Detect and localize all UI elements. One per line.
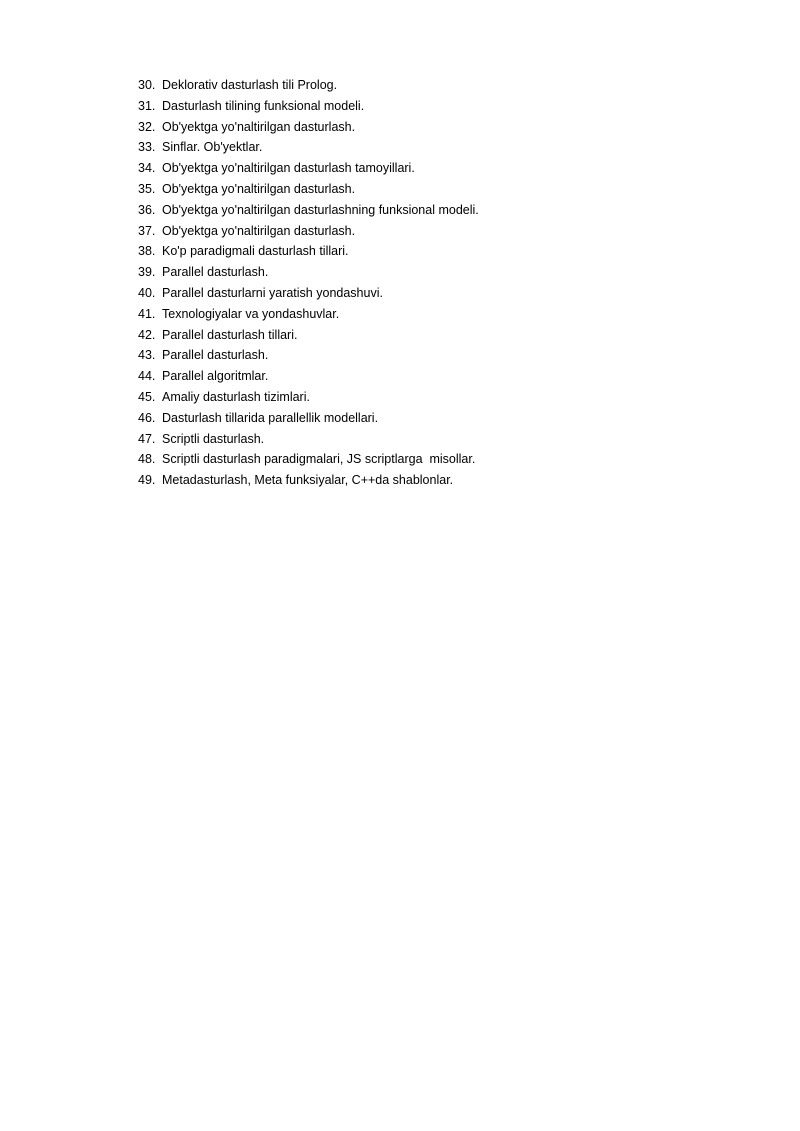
item-number: 34. [138, 161, 156, 176]
item-number: 48. [138, 452, 156, 467]
list-item [138, 96, 738, 117]
item-text: Metadasturlash, Meta funksiyalar, C++da shablonlar. [162, 473, 454, 488]
item-number: 30. [138, 78, 156, 92]
item-number: 35. [138, 181, 156, 196]
item-number: 38. [138, 244, 156, 259]
list-item [138, 283, 738, 304]
item-number: 49. [138, 473, 156, 488]
list-item [138, 345, 738, 366]
list-item [138, 75, 738, 96]
item-number: 31. [138, 98, 156, 113]
item-number: 43. [138, 348, 156, 363]
list-item [138, 117, 738, 138]
list-item [138, 325, 738, 346]
item-number: 41. [138, 306, 156, 321]
item-number: 46. [138, 410, 156, 425]
item-text: Scriptli dasturlash. [162, 431, 265, 446]
item-text: Deklorativ dasturlash tili Prolog. [162, 78, 338, 92]
item-text: Parallel dasturlarni yaratish yondashuvi. [162, 285, 383, 300]
item-text: Ob'yektga yo'naltirilgan dasturlash tamoyillari. [162, 161, 415, 176]
item-number: 32. [138, 119, 156, 134]
item-number: 37. [138, 223, 156, 238]
list-item [138, 429, 738, 450]
item-text: Sinflar. Ob'yektlar. [162, 140, 263, 155]
item-text: Ob'yektga yo'naltirilgan dasturlashning funksional modeli. [162, 202, 479, 217]
item-text: Parallel dasturlash. [162, 348, 269, 363]
item-text: Ob'yektga yo'naltirilgan dasturlash. [162, 223, 356, 238]
item-number: 33. [138, 140, 156, 155]
item-number: 36. [138, 202, 156, 217]
item-text: Amaliy dasturlash tizimlari. [162, 389, 310, 404]
item-number: 44. [138, 369, 156, 384]
item-text: Ob'yektga yo'naltirilgan dasturlash. [162, 181, 356, 196]
topic-list [138, 75, 738, 491]
item-number: 47. [138, 431, 156, 446]
list-item [138, 200, 738, 221]
item-text: Dasturlash tilining funksional modeli. [162, 98, 365, 113]
list-item [138, 449, 738, 470]
list-item [138, 470, 738, 491]
list-item [138, 137, 738, 158]
item-number: 39. [138, 265, 156, 280]
list-item [138, 387, 738, 408]
list-item [138, 179, 738, 200]
item-text: Parallel dasturlash tillari. [162, 327, 298, 342]
item-text: Texnologiyalar va yondashuvlar. [162, 306, 340, 321]
item-text: Ko'p paradigmali dasturlash tillari. [162, 244, 349, 259]
item-number: 42. [138, 327, 156, 342]
list-item [138, 158, 738, 179]
item-number: 40. [138, 285, 156, 300]
item-text: Dasturlash tillarida parallellik modellari. [162, 410, 379, 425]
item-text: Parallel algoritmlar. [162, 369, 269, 384]
item-number: 45. [138, 389, 156, 404]
list-item [138, 366, 738, 387]
list-item [138, 304, 738, 325]
list-item [138, 241, 738, 262]
list-item [138, 221, 738, 242]
list-item [138, 262, 738, 283]
list-item [138, 408, 738, 429]
item-text: Scriptli dasturlash paradigmalari, JS scriptlarga misollar. [162, 452, 476, 467]
item-text: Parallel dasturlash. [162, 265, 269, 280]
item-text: Ob'yektga yo'naltirilgan dasturlash. [162, 119, 356, 134]
